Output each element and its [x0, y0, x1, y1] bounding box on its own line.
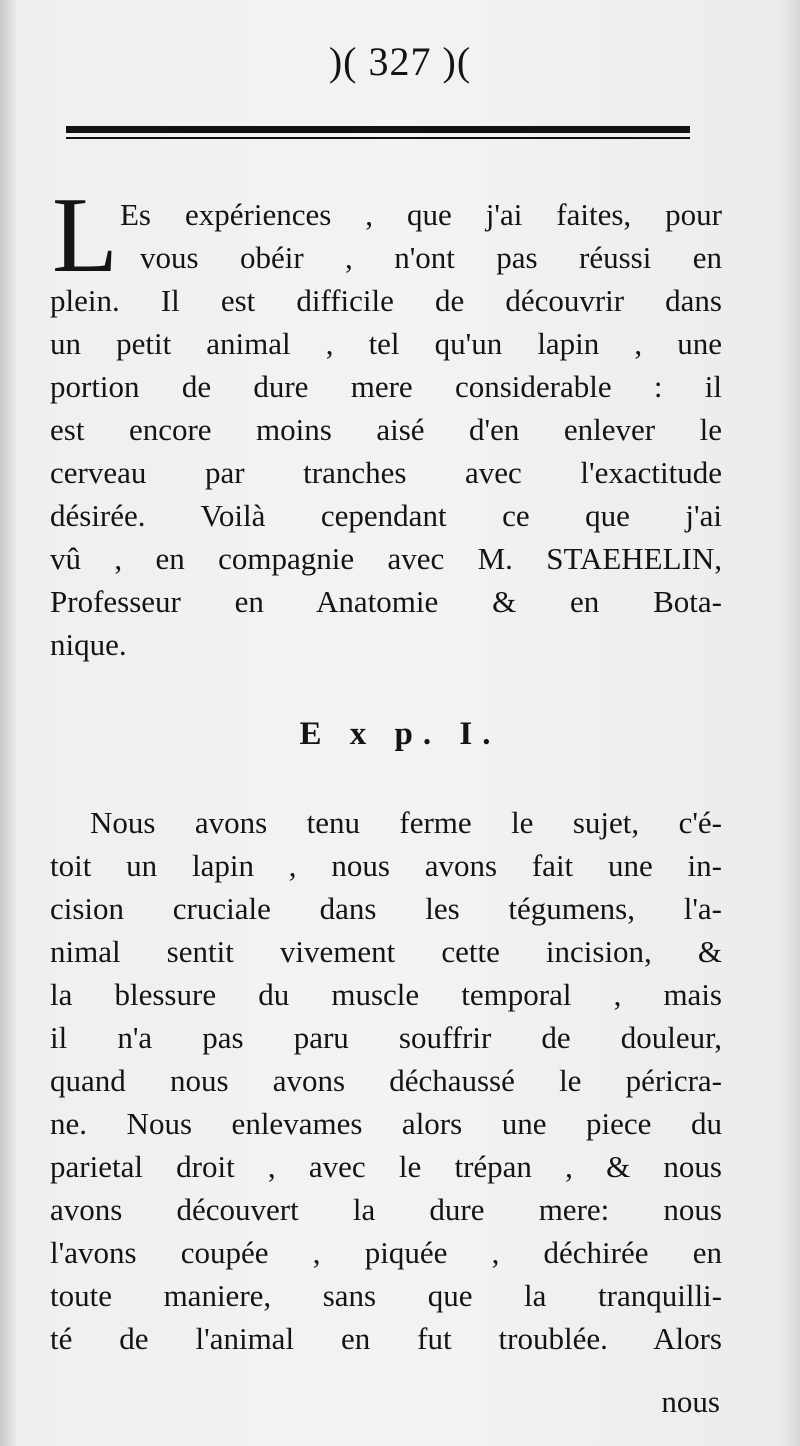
text-line: avons découvert la dure mere: nous — [50, 1192, 722, 1227]
text-line: désirée. Voilà cependant ce que j'ai — [50, 498, 722, 533]
text-line: Nous avons tenu ferme le sujet, c'é- — [90, 805, 722, 840]
text-line: cerveau par tranches avec l'exactitude — [50, 455, 722, 490]
section-heading: E x p. I. — [299, 716, 501, 752]
text-line: nimal sentit vivement cette incision, & — [50, 934, 722, 969]
text-line: un petit animal , tel qu'un lapin , une — [50, 326, 722, 361]
text-line: toute maniere, sans que la tranquilli- — [50, 1278, 722, 1313]
text-line: ne. Nous enlevames alors une piece du — [50, 1106, 722, 1141]
text-line: toit un lapin , nous avons fait une in- — [50, 848, 722, 883]
catchword: nous — [661, 1384, 720, 1419]
text-line: il n'a pas paru souffrir de douleur, — [50, 1020, 722, 1055]
paragraph-experiment — [50, 801, 722, 1360]
drop-cap: L — [52, 176, 118, 295]
text-line: portion de dure mere considerable : il — [50, 369, 722, 404]
text-line: quand nous avons déchaussé le péricra- — [50, 1063, 722, 1098]
text-line: vû , en compagnie avec M. STAEHELIN, — [50, 541, 722, 576]
header-rule-thin — [66, 137, 690, 139]
text-line: plein. Il est difficile de découvrir dans — [50, 283, 722, 318]
text-line: vous obéir , n'ont pas réussi en — [140, 240, 722, 275]
text-line: Professeur en Anatomie & en Bota- — [50, 584, 722, 619]
paragraph-intro — [50, 193, 722, 666]
text-line: est encore moins aisé d'en enlever le — [50, 412, 722, 447]
text-line: nique. — [50, 627, 127, 662]
text-line: té de l'animal en fut troublée. Alors — [50, 1321, 722, 1356]
text-line: Es expériences , que j'ai faites, pour — [120, 197, 722, 232]
page-number: )( 327 )( — [328, 39, 472, 84]
header-rule-thick — [66, 126, 690, 133]
text-line: la blessure du muscle temporal , mais — [50, 977, 722, 1012]
text-line: parietal droit , avec le trépan , & nous — [50, 1149, 722, 1184]
text-line: cision cruciale dans les tégumens, l'a- — [50, 891, 722, 926]
text-line: l'avons coupée , piquée , déchirée en — [50, 1235, 722, 1270]
